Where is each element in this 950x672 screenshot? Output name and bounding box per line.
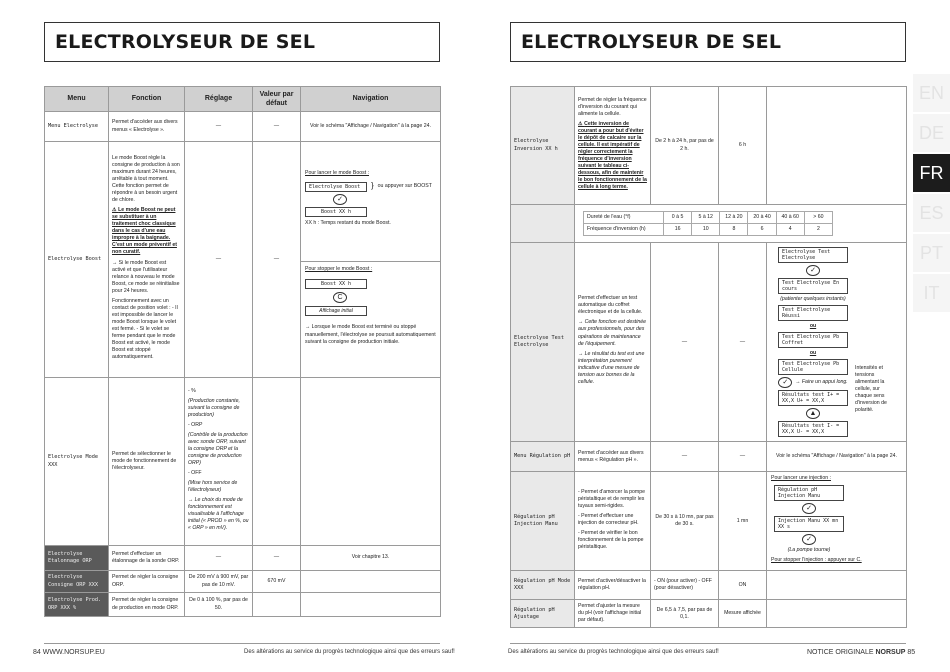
table-row (45, 593, 441, 617)
table-row-test (511, 243, 907, 442)
boost-warning (112, 207, 181, 256)
page-title: ELECTROLYSEUR DE SEL (55, 31, 316, 53)
navigation-cell (301, 571, 441, 593)
menu-cell: Régulation pH Mode XXX (511, 571, 575, 600)
lcd-display: Injection Manu XX mn XX s (774, 516, 844, 532)
table-row-boost (45, 142, 441, 378)
defaut-cell: — (253, 112, 301, 142)
hardness-value: 40 à 60 (776, 211, 804, 223)
hardness-row (584, 211, 833, 223)
defaut-cell: — (719, 243, 767, 442)
menu-cell: Electrolyse Etalonnage ORP (45, 546, 109, 571)
initial-display: Affichage initial (305, 306, 367, 316)
reglage-cell: — (185, 112, 253, 142)
page-number: 85 (907, 649, 916, 656)
lcd-display: Test Electrolyse Pb Coffret (778, 332, 848, 348)
table-header-row (45, 87, 441, 112)
fonction-cell: Permet d'effectuer un étalonnage de la sonde ORP. (109, 546, 185, 571)
frequency-value: 6 (748, 224, 776, 236)
defaut-cell: 6 h (719, 87, 767, 205)
test-wait-text: (patienter quelques instants) (780, 296, 846, 302)
fonction-cell: Permet de régler la consigne de production en mode ORP. (109, 593, 185, 617)
lcd-display: Régulation pH Injection Manu (774, 485, 844, 501)
lcd-display: Test Electrolyse Réussi (778, 305, 848, 321)
table-row-mode (45, 378, 441, 546)
menu-cell: Electrolyse Test Electrolyse (511, 243, 575, 442)
navigation-cell: Voir chapitre 13. (301, 546, 441, 571)
lang-tab-fr[interactable]: FR (913, 154, 950, 192)
lcd-display: Boost XX h (305, 207, 367, 217)
lang-tab-en[interactable]: EN (913, 74, 950, 112)
inversion-warning (578, 121, 647, 191)
lcd-display: Test Electrolyse Pb Cellule (778, 359, 848, 375)
table-row (45, 546, 441, 571)
boost-start-title: Pour lancer le mode Boost : (305, 170, 370, 177)
reglage-cell (185, 378, 253, 546)
header-reglage: Réglage (185, 87, 253, 112)
fonction-cell (575, 472, 651, 571)
fonction-cell: Permet de sélectionner le mode de fonctionnement de l'électrolyseur. (109, 378, 185, 546)
hardness-table (583, 211, 833, 236)
header-defaut: Valeur par défaut (253, 87, 301, 112)
table-row-injection (511, 472, 907, 571)
long-press-text: → Faire un appui long. (795, 379, 848, 386)
frequency-value: 8 (720, 224, 748, 236)
boost-stop-block (301, 262, 440, 352)
hardness-value: 12 à 20 (720, 211, 748, 223)
navigation-cell (301, 593, 441, 617)
frequency-label: Fréquence d'inversion (h) (584, 224, 664, 236)
frequency-value: 4 (776, 224, 804, 236)
right-title-box (510, 22, 906, 62)
defaut-cell: — (253, 142, 301, 378)
injection-start-title: Pour lancer une injection : (771, 475, 831, 482)
header-menu: Menu (45, 87, 109, 112)
boost-remaining-text: XX h : Temps restant du mode Boost. (305, 220, 391, 227)
menu-cell: Electrolyse Boost (45, 142, 109, 378)
lang-tab-it[interactable]: IT (913, 274, 950, 312)
reglage-cell: De 30 s à 10 mn, par pas de 30 s. (651, 472, 719, 571)
table-row (45, 571, 441, 593)
lang-tab-es[interactable]: ES (913, 194, 950, 232)
right-settings-table (510, 86, 907, 628)
lcd-display: Test Electrolyse En cours (778, 278, 848, 294)
defaut-cell: ON (719, 571, 767, 600)
table-row-hardness (511, 205, 907, 243)
frequency-row (584, 224, 833, 236)
hardness-value: > 60 (804, 211, 832, 223)
lcd-display: Electrolyse Boost (305, 182, 367, 192)
lcd-display: Boost XX h (305, 279, 367, 289)
boost-reset-note: → Si le mode Boost est activé et que l'utilisateur relance à nouveau le mode Boost, ce mode se réinitialise pour 24 heures. (112, 259, 180, 294)
key-c-icon: C (333, 292, 347, 303)
frequency-value: 2 (804, 224, 832, 236)
menu-cell: Régulation pH Injection Manu (511, 472, 575, 571)
frequency-value: 16 (664, 224, 692, 236)
reglage-cell: De 6,5 à 7,5, par pas de 0,1. (651, 600, 719, 628)
menu-cell-empty (511, 205, 575, 243)
inversion-warning-text: Cette inversion de courant a pour but d'éviter le dépôt de calcaire sur la cellule. Il est impératif de régler correctement la fréquence d'inversion suivant le tableau ci-dessous, afin de maintenir le bon fonctionnement de la cellule à long terme. (578, 120, 647, 191)
fonction-cell: Permet d'activer/désactiver la régulation pH. (575, 571, 651, 600)
reglage-cell: De 0 à 100 %, par pas de 50. (185, 593, 253, 617)
left-title-box (44, 22, 440, 62)
boost-warning-text: Le mode Boost ne peut se substituer à un traitement choc classique dans le cas d'une eau impropre à la baignade. C'est un mode préventif et non curatif. (112, 207, 177, 256)
footer-brand: NOTICE ORIGINALE (807, 649, 874, 656)
injection-stop-text: Pour stopper l'injection : appuyer sur C. (771, 557, 862, 564)
fonction-cell: Permet d'ajuster la mesure du pH (voir l'affichage initial par défaut). (575, 600, 651, 628)
defaut-cell (253, 378, 301, 546)
navigation-cell (767, 243, 907, 442)
check-icon: ✓ (802, 503, 816, 514)
reglage-cell: — (185, 546, 253, 571)
boost-stop-title: Pour stopper le mode Boost : (305, 266, 373, 273)
defaut-cell: — (253, 546, 301, 571)
mode-option-percent-desc: (Production constante, suivant la consigne de production) (188, 397, 240, 418)
check-icon: ✓ (802, 534, 816, 545)
warning-icon: ⚠ (112, 207, 119, 214)
lcd-display: Electrolyse Test Electrolyse (778, 247, 848, 263)
menu-cell: Electrolyse Consigne ORP XXX (45, 571, 109, 593)
frequency-value: 10 (692, 224, 720, 236)
fonction-cell: Permet d'accéder aux divers menus « Régulation pH ». (575, 442, 651, 472)
check-icon: ✓ (778, 377, 792, 388)
menu-cell: Electrolyse Inversion XX h (511, 87, 575, 205)
test-professional-note: → Cette fonction est destinée aux professionnels, pour des opérations de maintenance de l'équipement. (578, 319, 647, 347)
or-text: ou (809, 350, 817, 357)
navigation-cell: Voir le schéma "Affichage / Navigation" à la page 24. (767, 442, 907, 472)
pump-running-text: (La pompe tourne) (787, 547, 831, 554)
test-side-note: Intensités et tensions alimentant la cellule, sur chaque sens d'inversion de polarité. (855, 365, 887, 414)
navigation-cell (767, 87, 907, 205)
table-row-inversion (511, 87, 907, 205)
menu-cell: Régulation pH Ajustage (511, 600, 575, 628)
reglage-cell: De 200 mV à 900 mV, par pas de 10 mV. (185, 571, 253, 593)
brace-icon: } (371, 181, 374, 191)
navigation-cell (301, 142, 441, 378)
navigation-cell (767, 472, 907, 571)
mode-option-off: - OFF (188, 470, 202, 477)
test-description: Permet d'effectuer un test automatique du coffret électronique et de la cellule. (578, 295, 643, 316)
right-page (475, 0, 950, 672)
reglage-cell: - ON (pour activer) - OFF (pour désactiver) (651, 571, 719, 600)
defaut-cell: 1 mn (719, 472, 767, 571)
footer-note: Des altérations au service du progrès technologique ainsi que des erreurs sauf! (508, 649, 719, 655)
mode-option-percent: - % (188, 387, 196, 394)
defaut-cell (253, 593, 301, 617)
footer-note: Des altérations au service du progrès technologique ainsi que des erreurs sauf! (244, 649, 455, 655)
fonction-cell: Permet d'accéder aux divers menus « Electrolyse ». (109, 112, 185, 142)
table-row (45, 112, 441, 142)
table-row (511, 600, 907, 628)
lcd-display: Résultats test I- = XX,X U- = XX,X (778, 421, 848, 437)
reglage-cell: De 2 h à 24 h, par pas de 2 h. (651, 87, 719, 205)
footer-left (33, 649, 105, 656)
hardness-value: 20 à 40 (748, 211, 776, 223)
footer-right (807, 649, 915, 656)
reglage-cell: — (651, 442, 719, 472)
check-icon: ✓ (333, 194, 347, 205)
menu-cell: Menu Electrolyse (45, 112, 109, 142)
lcd-display: Résultats test I+ = XX,X U+ = XX,X (778, 390, 848, 406)
footer-rule (510, 643, 906, 644)
or-text: ou (809, 323, 817, 330)
hardness-value: 5 à 12 (692, 211, 720, 223)
footer-url[interactable]: WWW.NORSUP.EU (42, 649, 105, 656)
defaut-cell: 670 mV (253, 571, 301, 593)
boost-start-block (301, 166, 440, 262)
boost-end-note: → Lorsque le mode Boost est terminé ou stoppé manuellement, l'électrolyse se poursuit automatiquement suivant la consigne de production initiale. (305, 324, 436, 345)
lang-tab-pt[interactable]: PT (913, 234, 950, 272)
reglage-cell: — (185, 142, 253, 378)
mode-display-note: → Le choix du mode de fonctionnement est visualisable à l'affichage initial (« PROD » en %, ou « ORP » en mV). (188, 497, 249, 532)
mode-option-orp-desc: (Contrôle de la production avec sonde ORP, suivant la consigne ORP et la consigne de production ORP) (188, 431, 248, 466)
hardness-label: Dureté de l'eau (°f) (584, 211, 664, 223)
hardness-value: 0 à 5 (664, 211, 692, 223)
mode-option-off-desc: (Mise hors service de l'électrolyseur) (188, 480, 238, 494)
fonction-cell: Permet de régler la consigne ORP. (109, 571, 185, 593)
navigation-cell (767, 600, 907, 628)
header-fonction: Fonction (109, 87, 185, 112)
defaut-cell: Mesure affichée (719, 600, 767, 628)
fonction-cell (575, 243, 651, 442)
inversion-description: Permet de régler la fréquence d'inversion du courant qui alimente la cellule. (578, 96, 647, 117)
table-row (511, 442, 907, 472)
menu-cell: Electrolyse Prod. ORP XXX % (45, 593, 109, 617)
injection-purpose-1: - Permet d'amorcer la pompe péristaltique et de remplir les tuyaux semi-rigides. (578, 488, 646, 509)
warning-icon: ⚠ (578, 120, 585, 127)
defaut-cell: — (719, 442, 767, 472)
menu-cell: Electrolyse Mode XXX (45, 378, 109, 546)
boost-shutter-note: Fonctionnement avec un contact de position volet : - Il est impossible de lancer le mode Boost lorsque le volet est fermé. - Si le volet se ferme pendant que le mode Boost est activé, le mode Boost est stoppé automatiquement. (112, 297, 178, 360)
lang-tab-de[interactable]: DE (913, 114, 950, 152)
menu-cell: Menu Régulation pH (511, 442, 575, 472)
navigation-cell (301, 378, 441, 546)
footer-brand-name: NORSUP (875, 649, 906, 656)
reglage-cell: — (651, 243, 719, 442)
page-number: 84 (33, 649, 41, 656)
up-arrow-icon: ▲ (806, 408, 820, 419)
navigation-cell (767, 571, 907, 600)
fonction-cell (109, 142, 185, 378)
mode-option-orp: - ORP (188, 421, 203, 428)
check-icon: ✓ (806, 265, 820, 276)
footer-rule (44, 643, 440, 644)
hardness-cell (575, 205, 907, 243)
left-settings-table (44, 86, 441, 617)
injection-purpose-3: - Permet de vérifier le bon fonctionnement de la pompe péristaltique. (578, 529, 644, 550)
table-row (511, 571, 907, 600)
page-title: ELECTROLYSEUR DE SEL (521, 31, 782, 53)
test-result-note: → Le résultat du test est une interprétation purement indicative d'une mesure de tension aux bornes de la cellule. (578, 350, 645, 385)
header-navigation: Navigation (301, 87, 441, 112)
navigation-cell: Voir le schéma "Affichage / Navigation" à la page 24. (301, 112, 441, 142)
fonction-cell (575, 87, 651, 205)
injection-purpose-2: - Permet d'effectuer une injection de correcteur pH. (578, 512, 639, 526)
boost-or-text: ou appuyer sur BOOST (377, 183, 432, 190)
boost-description: Le mode Boost règle la consigne de production à son maximum durant 24 heures, arrêtable à tout moment. Cette fonction permet de répondre à un besoin urgent de chlore. (112, 155, 180, 204)
